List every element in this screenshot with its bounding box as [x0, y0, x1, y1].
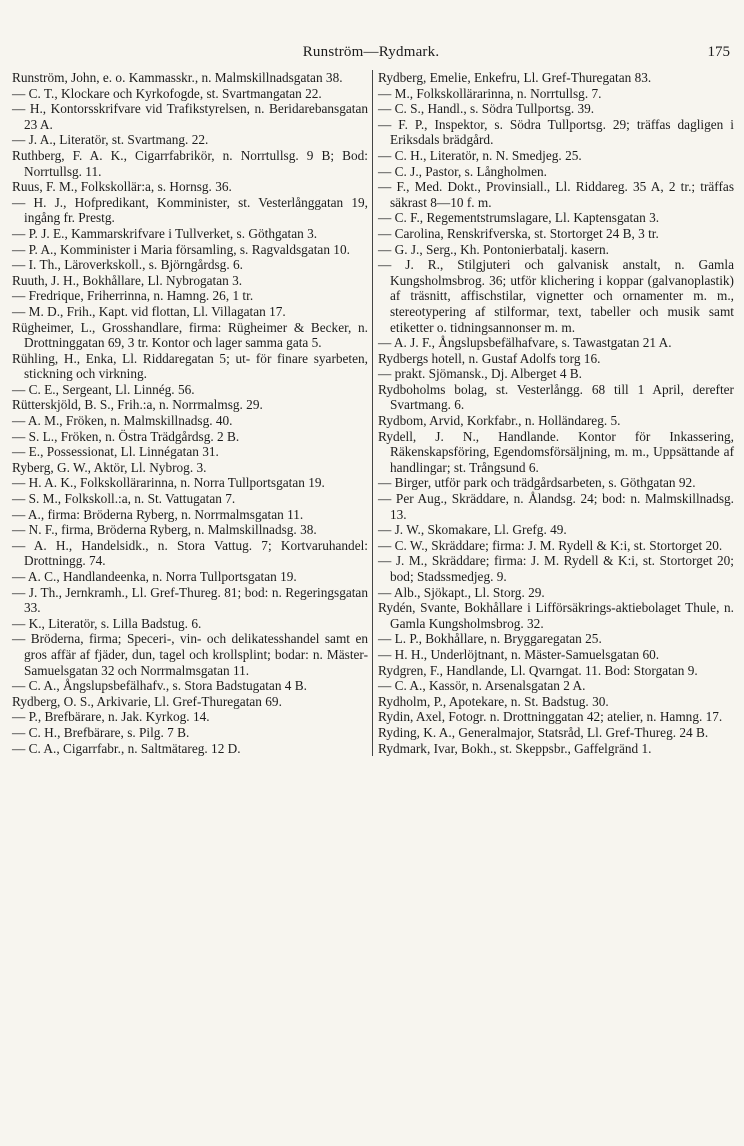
right-column — [373, 70, 734, 756]
directory-entry: — C. J., Pastor, s. Långholmen. — [378, 163, 547, 179]
directory-entry: — Carolina, Renskrifverska, st. Stortorget 24 B, 3 tr. — [378, 225, 659, 241]
running-title: Runström—Rydmark. — [302, 44, 440, 60]
directory-entry: — P. J. E., Kammarskrifvare i Tullverket, s. Göthgatan 3. — [12, 225, 318, 241]
directory-entry: — C. H., Literatör, n. N. Smedjeg. 25. — [378, 147, 582, 163]
directory-entry: — H. J., Hofpredikant, Komminister, st. Vesterlånggatan 19, ingång fr. Prestg. — [12, 194, 368, 226]
directory-entry: — H. H., Underlöjtnant, n. Mäster-Samuelsgatan 60. — [378, 646, 660, 662]
directory-entry: — K., Literatör, s. Lilla Badstug. 6. — [12, 615, 202, 631]
page-number: 175 — [707, 44, 730, 60]
columns — [12, 70, 734, 756]
directory-entry: — N. F., firma, Bröderna Ryberg, n. Malmskillnadsg. 38. — [12, 522, 317, 538]
directory-entry: — Fredrique, Friherrinna, n. Hamng. 26, 1 tr. — [12, 288, 254, 304]
directory-entry: — A., firma: Bröderna Ryberg, n. Norrmalmsgatan 11. — [12, 506, 304, 522]
directory-entry: — C. A., Kassör, n. Arsenalsgatan 2 A. — [378, 678, 586, 694]
directory-entry: — J. M., Skräddare; firma: J. M. Rydell & K:i, st. Stortorget 20; bod; Stadssmedjeg. 9. — [378, 553, 734, 584]
directory-entry: — M. D., Frih., Kapt. vid flottan, Ll. Villagatan 17. — [12, 303, 286, 319]
directory-entry: — prakt. Sjömansk., Dj. Alberget 4 B. — [378, 366, 582, 382]
directory-entry: — M., Folkskollärarinna, n. Norrtullsg. 7. — [378, 85, 602, 101]
directory-entry: — C. E., Sergeant, Ll. Linnég. 56. — [12, 381, 195, 397]
directory-entry: — I. Th., Läroverkskoll., s. Björngårdsg. 6. — [12, 257, 243, 273]
directory-entry: — L. P., Bokhållare, n. Bryggaregatan 25. — [378, 631, 602, 647]
directory-entry: Rydin, Axel, Fotogr. n. Drottninggatan 42; atelier, n. Hamng. 17. — [378, 709, 723, 725]
directory-entry: — S. L., Fröken, n. Östra Trädgårdsg. 2 B. — [12, 428, 240, 444]
directory-entry: — Bröderna, firma; Speceri-, vin- och delikatesshandel samt en gros affär af fjäder, dun, tagel och krollsplint; bodar: n. Mäster-Samuelsgatan 32 och Norrmalmsgatan 11. — [12, 631, 368, 678]
directory-entry: Rydén, Svante, Bokhållare i Lifförsäkrings-aktiebolaget Thule, n. Gamla Kungsholmsbrog. 32. — [378, 600, 734, 631]
directory-entry: — A. C., Handlandeenka, n. Norra Tullportsgatan 19. — [12, 569, 297, 584]
directory-entry: Rydgren, F., Handlande, Ll. Qvarngat. 11. Bod: Storgatan 9. — [378, 662, 698, 678]
directory-entry: — C. H., Brefbärare, s. Pilg. 7 B. — [12, 724, 190, 740]
directory-entry: — P., Brefbärare, n. Jak. Kyrkog. 14. — [12, 709, 210, 725]
directory-entry: — S. M., Folkskoll.:a, n. St. Vattugatan 7. — [12, 491, 236, 507]
directory-entry: — C. S., Handl., s. Södra Tullportsg. 39. — [378, 101, 595, 117]
directory-entry: — F., Med. Dokt., Provinsiall., Ll. Riddareg. 35 A, 2 tr.; träffas säkrast 8—10 f. m. — [378, 179, 734, 210]
directory-entry: Ruuth, J. H., Bokhållare, Ll. Nybrogatan 3. — [12, 272, 243, 288]
page-header — [12, 44, 730, 64]
directory-entry: — Alb., Sjökapt., Ll. Storg. 29. — [378, 584, 545, 600]
directory-entry: Rydboholms bolag, st. Vesterlångg. 68 till 1 April, derefter Svartmang. 6. — [378, 381, 734, 413]
directory-entry: — Birger, utför park och trädgårdsarbeten, s. Göthgatan 92. — [378, 475, 696, 491]
directory-entry: Ruus, F. M., Folkskollär:a, s. Hornsg. 36. — [12, 179, 232, 195]
directory-entry: — P. A., Komminister i Maria församling, s. Ragvaldsgatan 10. — [12, 241, 350, 257]
directory-entry: Rydberg, O. S., Arkivarie, Ll. Gref-Thuregatan 69. — [12, 693, 282, 709]
directory-entry: — Per Aug., Skräddare, n. Ålandsg. 24; bod: n. Malmskillnadsg. 13. — [378, 491, 734, 522]
directory-entry: — H., Kontorsskrifvare vid Trafikstyrelsen, n. Beridarebansgatan 23 A. — [12, 101, 368, 132]
directory-entry: — H. A. K., Folkskollärarinna, n. Norra Tullportsgatan 19. — [12, 475, 325, 491]
directory-entry: Rütterskjöld, B. S., Frih.:a, n. Norrmalmsg. 29. — [12, 397, 263, 413]
directory-entry: — J. A., Literatör, st. Svartmang. 22. — [12, 132, 209, 148]
directory-entry: Rydbom, Arvid, Korkfabr., n. Holländareg. 5. — [378, 413, 621, 429]
left-column — [12, 70, 373, 756]
directory-entry: Ryberg, G. W., Aktör, Ll. Nybrog. 3. — [12, 459, 207, 475]
directory-entry: Rydberg, Emelie, Enkefru, Ll. Gref-Thuregatan 83. — [378, 70, 652, 85]
directory-entry: Rydell, J. N., Handlande. Kontor för Inkassering, Räkenskapsföring, Egendomsförsäljning, m. m., Uppsättande af handlingar; st. Trångsund 6. — [378, 428, 734, 475]
directory-entry: Runström, John, e. o. Kammasskr., n. Malmskillnadsgatan 38. — [12, 70, 343, 85]
directory-entry: Rydbergs hotell, n. Gustaf Adolfs torg 16. — [378, 350, 601, 366]
directory-entry: Rydmark, Ivar, Bokh., st. Skeppsbr., Gaffelgränd 1. — [378, 740, 652, 756]
directory-entry: Ryding, K. A., Generalmajor, Statsråd, Ll. Gref-Thureg. 24 B. — [378, 724, 709, 740]
directory-entry: — A. M., Fröken, n. Malmskillnadsg. 40. — [12, 413, 233, 429]
directory-entry: — C. W., Skräddare; firma: J. M. Rydell & K:i, st. Stortorget 20. — [378, 537, 723, 553]
directory-entry: — C. T., Klockare och Kyrkofogde, st. Svartmangatan 22. — [12, 85, 322, 101]
directory-entry: — A. J. F., Ångslupsbefälhafvare, s. Tawastgatan 21 A. — [378, 335, 672, 351]
directory-entry: — G. J., Serg., Kh. Pontonierbatalj. kasern. — [378, 241, 609, 257]
directory-entry: — J. W., Skomakare, Ll. Grefg. 49. — [378, 522, 567, 538]
directory-entry: — F. P., Inspektor, s. Södra Tullportsg. 29; träffas dagligen i Eriksdals brädgård. — [378, 116, 734, 148]
directory-entry: Rühling, H., Enka, Ll. Riddaregatan 5; ut- för finare syarbeten, stickning och virkning. — [12, 350, 368, 382]
directory-entry: — J. R., Stilgjuteri och galvanisk anstalt, n. Gamla Kungsholmsbrog. 36; utför klichering i koppar (galvanoplastik) af träsnitt, affischstilar, vignetter och ornamenter m. m., stereotypering af stilformar, text, tabeller och musik samt etiketter o. tidningsannonser m. m. — [378, 257, 734, 335]
directory-entry: Rydholm, P., Apotekare, n. St. Badstug. 30. — [378, 693, 609, 709]
directory-entry: — J. Th., Jernkramh., Ll. Gref-Thureg. 81; bod: n. Regeringsgatan 33. — [12, 584, 368, 616]
directory-entry: — C. A., Cigarrfabr., n. Saltmätareg. 12 D. — [12, 740, 241, 756]
directory-entry: Ruthberg, F. A. K., Cigarrfabrikör, n. Norrtullsg. 9 B; Bod: Norrtullsg. 11. — [12, 147, 368, 179]
directory-entry: Rügheimer, L., Grosshandlare, firma: Rügheimer & Becker, n. Drottninggatan 69, 3 tr. Kontor och lager samma gata 5. — [12, 319, 368, 351]
directory-entry: — A. H., Handelsidk., n. Stora Vattug. 7; Kortvaruhandel: Drottningg. 74. — [12, 537, 368, 569]
directory-entry: — C. A., Ångslupsbefälhafv., s. Stora Badstugatan 4 B. — [12, 678, 307, 694]
directory-entry: — E., Possessionat, Ll. Linnégatan 31. — [12, 444, 219, 460]
directory-entry: — C. F., Regementstrumslagare, Ll. Kaptensgatan 3. — [378, 210, 660, 226]
